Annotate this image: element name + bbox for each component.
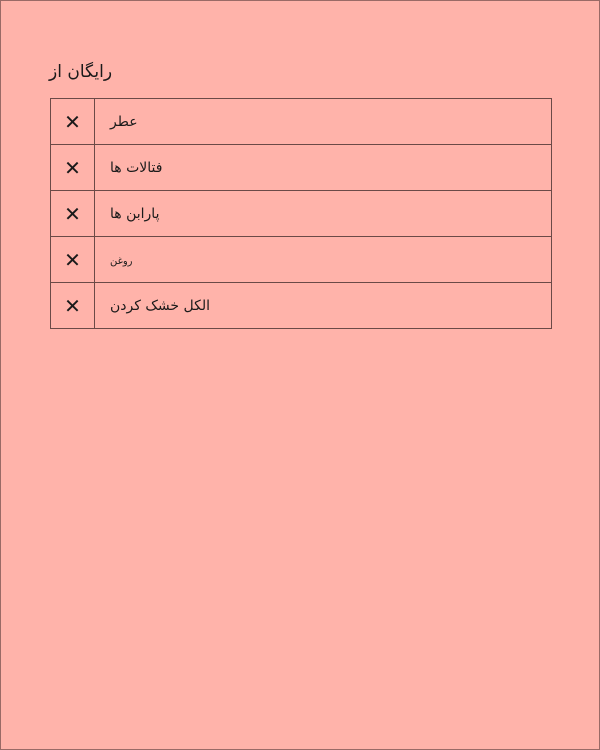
list-item [51, 283, 552, 329]
list-item [51, 99, 552, 145]
list-item-label: فتالات ها [110, 159, 163, 176]
x-mark-icon: ✕ [51, 191, 95, 237]
list-item-label: الکل خشک کردن [110, 297, 210, 314]
x-mark-icon: ✕ [51, 99, 95, 145]
list-item [51, 145, 552, 191]
x-mark-icon: ✕ [51, 283, 95, 329]
x-mark-icon: ✕ [51, 237, 95, 283]
list-item-label: روغن [110, 255, 133, 267]
list-item-label: پارابن ها [110, 205, 160, 222]
list-item [51, 191, 552, 237]
page-title: رایگان از [49, 62, 113, 82]
x-mark-icon: ✕ [51, 145, 95, 191]
free-from-list [50, 98, 552, 329]
list-item-label: عطر [110, 113, 138, 130]
list-item [51, 237, 552, 283]
